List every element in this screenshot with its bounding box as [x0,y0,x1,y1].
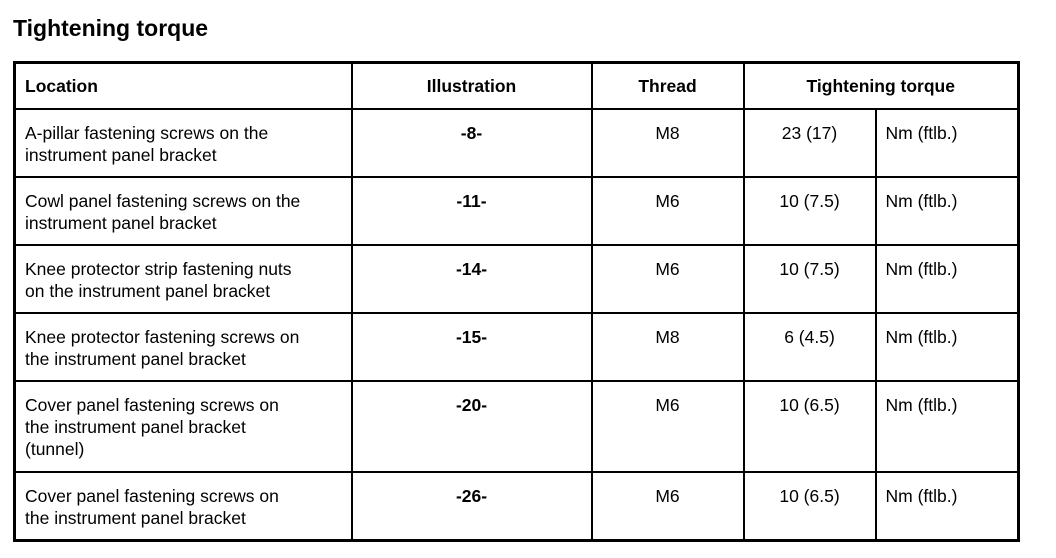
cell-thread: M6 [592,177,744,245]
cell-torque-unit: Nm (ftlb.) [876,177,1019,245]
cell-thread: M6 [592,472,744,541]
cell-torque-value: 6 (4.5) [744,313,876,381]
column-header-illustration: Illustration [352,63,592,110]
cell-torque-value: 10 (6.5) [744,472,876,541]
location-line: Cowl panel fastening screws on the [25,191,301,211]
cell-location [15,245,352,313]
cell-location [15,313,352,381]
table-row [15,381,1019,472]
location-line: the instrument panel bracket [25,349,246,369]
cell-thread: M8 [592,313,744,381]
location-line: Cover panel fastening screws on [25,395,279,415]
cell-illustration: -8- [352,109,592,177]
cell-thread: M8 [592,109,744,177]
cell-thread: M6 [592,381,744,472]
cell-torque-unit: Nm (ftlb.) [876,313,1019,381]
location-line: the instrument panel bracket [25,417,246,437]
torque-table [13,61,1020,542]
location-line: (tunnel) [25,439,85,459]
location-line: Knee protector strip fastening nuts [25,259,292,279]
table-row [15,245,1019,313]
column-header-location: Location [15,63,352,110]
cell-torque-value: 10 (7.5) [744,177,876,245]
column-header-tightening-torque: Tightening torque [744,63,1019,110]
location-line: the instrument panel bracket [25,508,246,528]
cell-torque-value: 10 (6.5) [744,381,876,472]
column-header-thread: Thread [592,63,744,110]
location-line: Cover panel fastening screws on [25,486,279,506]
table-row [15,109,1019,177]
cell-location [15,381,352,472]
location-line: Knee protector fastening screws on [25,327,300,347]
location-line: instrument panel bracket [25,145,217,165]
cell-illustration: -11- [352,177,592,245]
cell-torque-value: 10 (7.5) [744,245,876,313]
cell-illustration: -26- [352,472,592,541]
cell-location [15,109,352,177]
cell-torque-unit: Nm (ftlb.) [876,245,1019,313]
table-header-row [15,63,1019,110]
cell-thread: M6 [592,245,744,313]
cell-torque-unit: Nm (ftlb.) [876,381,1019,472]
table-row [15,472,1019,541]
cell-torque-unit: Nm (ftlb.) [876,109,1019,177]
table-row [15,177,1019,245]
location-line: on the instrument panel bracket [25,281,271,301]
cell-illustration: -15- [352,313,592,381]
cell-torque-value: 23 (17) [744,109,876,177]
page-title: Tightening torque [13,15,209,41]
cell-illustration: -14- [352,245,592,313]
cell-torque-unit: Nm (ftlb.) [876,472,1019,541]
location-line: instrument panel bracket [25,213,217,233]
location-line: A-pillar fastening screws on the [25,123,269,143]
cell-illustration: -20- [352,381,592,472]
table-row [15,313,1019,381]
cell-location [15,177,352,245]
cell-location [15,472,352,541]
